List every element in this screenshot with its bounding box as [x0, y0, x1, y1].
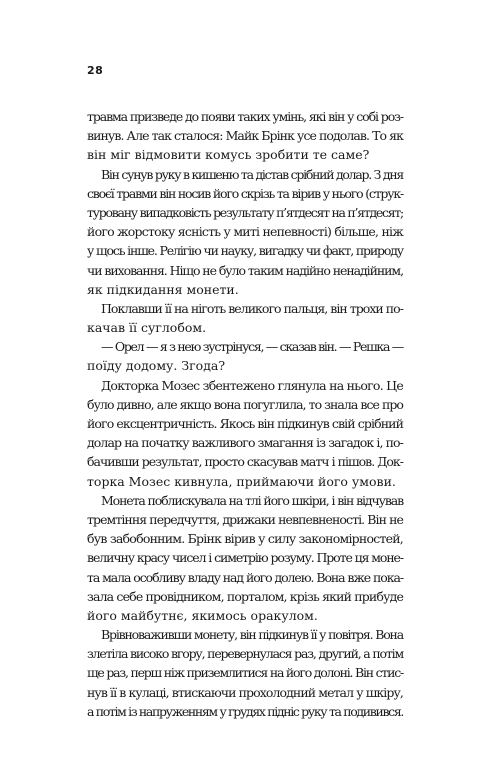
text-line: поїду додому. Згода? — [87, 358, 226, 374]
text-line: та мала особливу владу над його долею. Вона вже пока- — [87, 569, 403, 585]
text-line: Він сунув руку в кишеню та дістав срібний долар. З дня — [101, 166, 403, 182]
paragraph — [87, 337, 403, 375]
text-line: чи виховання. Ніщо не було таким надійно ненадійним, — [87, 262, 403, 278]
text-line: у щось інше. Релігію чи науку, вигадку чи факт, природу — [87, 243, 403, 259]
text-line: Монета поблискувала на тлі його шкіри, і він відчував — [101, 492, 403, 508]
text-line: — Орел — я з нею зустрінуся, — сказав він. — Решка — — [101, 339, 403, 355]
text-line: його жорстоку ясність у миті непевності) більше, ніж — [87, 224, 403, 240]
paragraph — [87, 625, 403, 721]
text-line: качав її суглобом. — [87, 320, 207, 336]
paragraph — [87, 376, 403, 491]
text-line: туровану випадковість результату п’ятдесят на п’ятдесят; — [87, 204, 403, 220]
paragraph — [87, 491, 403, 625]
text-line: травма призведе до появи таких умінь, які він у собі роз- — [87, 109, 403, 124]
text-line: Поклавши її на ніготь великого пальця, він трохи по- — [101, 300, 403, 316]
text-line: було дивно, але якщо вона погуглила, то знала все про — [87, 396, 403, 412]
text-line: винув. Але так сталося: Майк Брінк усе подолав. То як — [87, 128, 403, 144]
text-line: а потім із напруженням у грудях підніс руку та подивився. — [87, 703, 403, 719]
text-line: нув її в кулаці, втискаючи прохолодний метал у шкіру, — [87, 684, 403, 700]
text-line: Докторка Мозес збентежено глянула на нього. Це — [101, 377, 403, 393]
paragraph — [87, 107, 403, 165]
text-line: тремтіння передчуття, дрижаки невпевненості. Він не — [87, 511, 403, 527]
text-line: його ексцентричність. Якось він підкинув свій срібний — [87, 416, 404, 431]
text-line: своєї травми він носив його скрізь та вірив у нього (струк- — [87, 185, 403, 201]
text-line: був забобонним. Брінк вірив у силу закономірностей, — [87, 531, 403, 547]
text-line: він міг відмовити комусь зробити те саме? — [87, 147, 370, 163]
text-line: бачивши результат, просто скасував матч і пішов. Док- — [87, 454, 403, 470]
text-line: торка Мозес кивнула, приймаючи його умови. — [87, 473, 396, 489]
text-line: злетіла високо вгору, перевернулася раз, другий, а потім — [87, 646, 403, 662]
paragraph — [87, 299, 403, 337]
text-line: величну красу чисел і симетрію розуму. Проте ця моне- — [87, 550, 403, 566]
text-line: зала себе провідником, порталом, крізь який прибуде — [87, 588, 403, 604]
paragraph — [87, 165, 403, 299]
text-line: Врівноваживши монету, він підкинув її у повітря. Вона — [101, 627, 403, 643]
text-line: долар на початку важливого змагання із загадок і, по- — [87, 435, 403, 451]
body-text — [87, 107, 403, 721]
text-line: ще раз, перш ніж приземлитися на його долоні. Він стис- — [87, 665, 403, 681]
page-number: 28 — [87, 64, 104, 77]
text-line: його майбутнє, якимось оракулом. — [87, 607, 318, 623]
text-line: як підкидання монети. — [87, 281, 239, 297]
